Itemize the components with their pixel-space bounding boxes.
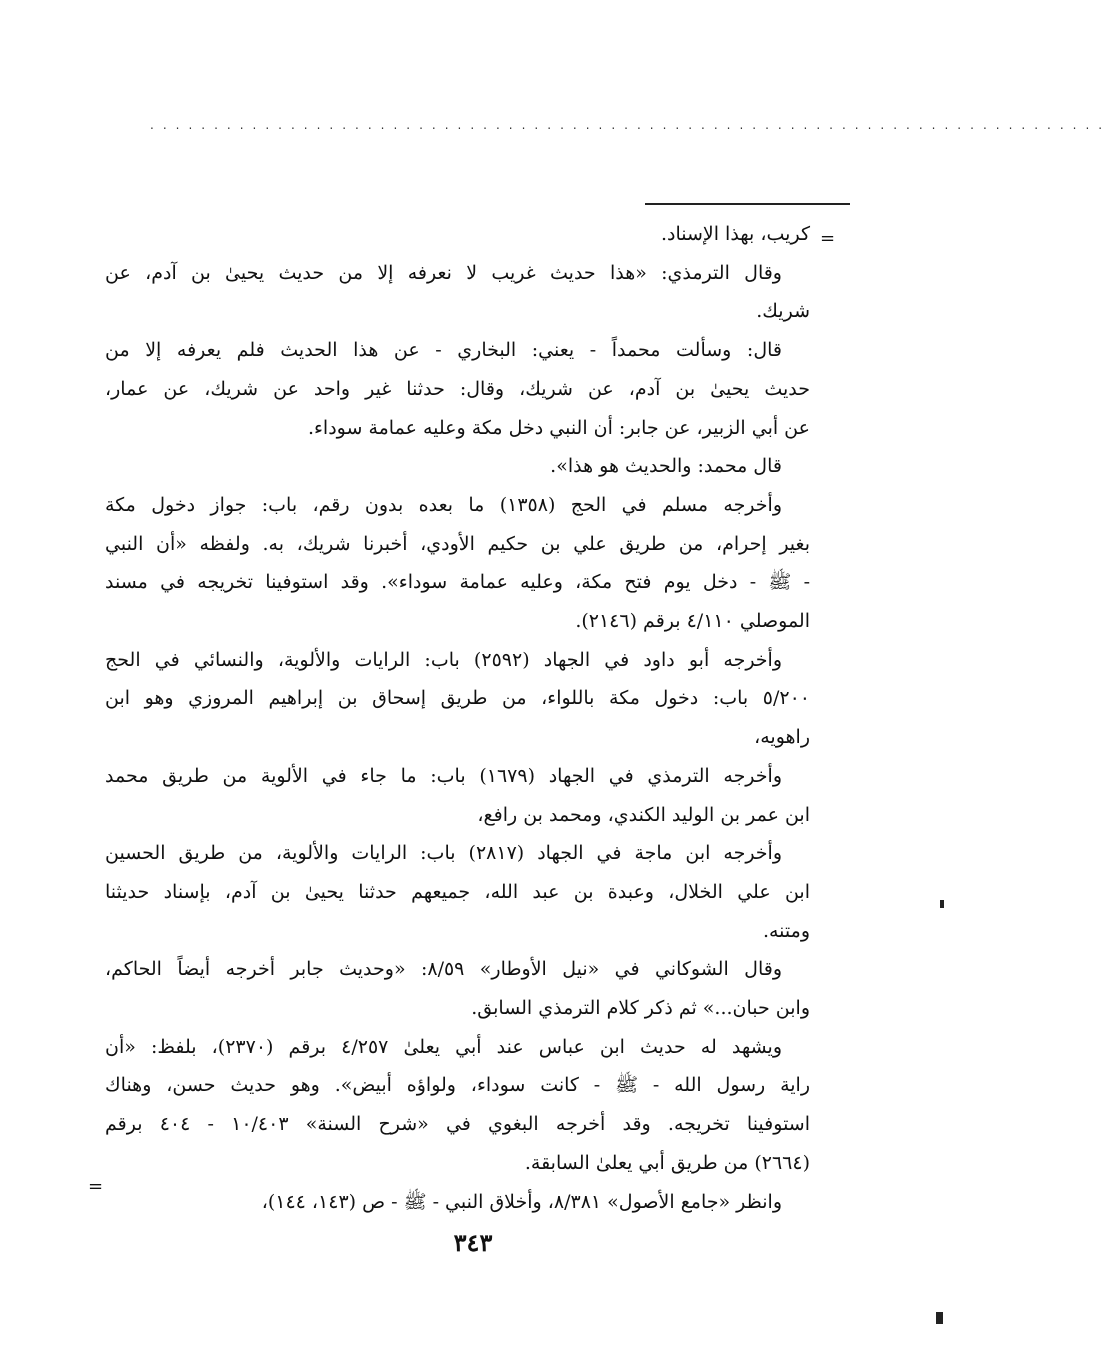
footnote-line: الموصلي ٤/١١٠ برقم (٢١٤٦). — [575, 610, 810, 633]
footnote-line: راهويه، — [754, 726, 810, 749]
footnote-line: بغير إحرام، من طريق علي بن حكيم الأودي، أخبرنا شريك، به. ولفظه «أن النبي — [105, 532, 810, 555]
footnote-line: وقال الترمذي: «هذا حديث غريب لا نعرفه إلا من حديث يحيىٰ بن آدم، عن — [105, 261, 782, 284]
footnote-rule — [645, 203, 850, 205]
footnote-line: وأخرجه أبو داود في الجهاد (٢٥٩٢) باب: الرايات والألوية، والنسائي في الحج — [105, 648, 782, 671]
footnote-line: - ﷺ - دخل يوم فتح مكة، وعليه عمامة سوداء». وقد استوفينا تخريجه في مسند — [105, 571, 810, 594]
scan-speck — [936, 1312, 943, 1324]
footnote-line: ويشهد له حديث ابن عباس عند أبي يعلىٰ ٤/٢٥٧ برقم (٢٣٧٠)، بلفظ: «أن — [105, 1035, 782, 1058]
footnote-line: قال محمد: والحديث هو هذا». — [550, 455, 782, 478]
footnote-line: استوفينا تخريجه. وقد أخرجه البغوي في «شرح السنة» ١٠/٤٠٣ - ٤٠٤ برقم — [105, 1113, 810, 1136]
footnote-line: ٥/٢٠٠ باب: دخول مكة باللواء، من طريق إسحاق بن إبراهيم المروزي وهو ابن — [105, 687, 810, 710]
footnote-line: شريك. — [756, 300, 810, 323]
footnote-line: وابن حبان...» ثم ذكر كلام الترمذي السابق. — [471, 997, 810, 1020]
footnote-line: وقال الشوكاني في «نيل الأوطار» ٨/٥٩: «وحديث جابر أخرجه أيضاً الحاكم، — [105, 958, 782, 981]
footnote-line: (٢٦٦٤) من طريق أبي يعلىٰ السابقة. — [524, 1151, 810, 1174]
footnote-line: ابن عمر بن الوليد الكندي، ومحمد بن رافع، — [477, 803, 810, 826]
footnote-line: قال: وسألت محمداً - يعني: البخاري - عن هذا الحديث فلم يعرفه إلا من — [105, 339, 782, 362]
continuation-mark-end: = — [88, 1176, 104, 1197]
footnote-line: وأخرجه مسلم في الحج (١٣٥٨) ما بعده بدون رقم، باب: جواز دخول مكة — [105, 493, 782, 516]
footnote-line: عن أبي الزبير، عن جابر: أن النبي دخل مكة وعليه عمامة سوداء. — [307, 416, 810, 439]
footnote-line: ابن علي الخلال، وعبدة بن عبد الله، جميعهم حدثنا يحيىٰ بن آدم، بإسناد حديثنا — [105, 880, 810, 903]
footnote-line: راية رسول الله - ﷺ - كانت سوداء، ولواؤه أبيض». وهو حديث حسن، وهناك — [105, 1074, 810, 1097]
footnote-line: وانظر «جامع الأصول» ٨/٣٨١، وأخلاق النبي - ﷺ - ص (١٤٣، ١٤٤)، — [261, 1190, 782, 1213]
footnote-line: كريب، بهذا الإسناد. — [660, 223, 810, 245]
footnote-line: ومتنه. — [762, 919, 810, 942]
footnote-text — [105, 215, 810, 1221]
footnote-line: وأخرجه الترمذي في الجهاد (١٦٧٩) باب: ما جاء في الألوية من طريق محمد — [105, 764, 782, 787]
footnote-line: وأخرجه ابن ماجة في الجهاد (٢٨١٧) باب: الرايات والألوية، من طريق الحسين — [105, 842, 783, 865]
dotted-separator: ........................................................................... — [150, 118, 1111, 132]
continuation-mark-start: = — [820, 228, 836, 249]
page-number: ٣٤٣ — [453, 1228, 493, 1257]
scan-speck — [940, 900, 944, 908]
footnote-line: حديث يحيىٰ بن آدم، عن شريك، وقال: حدثنا غير واحد عن شريك، عن عمار، — [105, 377, 810, 400]
